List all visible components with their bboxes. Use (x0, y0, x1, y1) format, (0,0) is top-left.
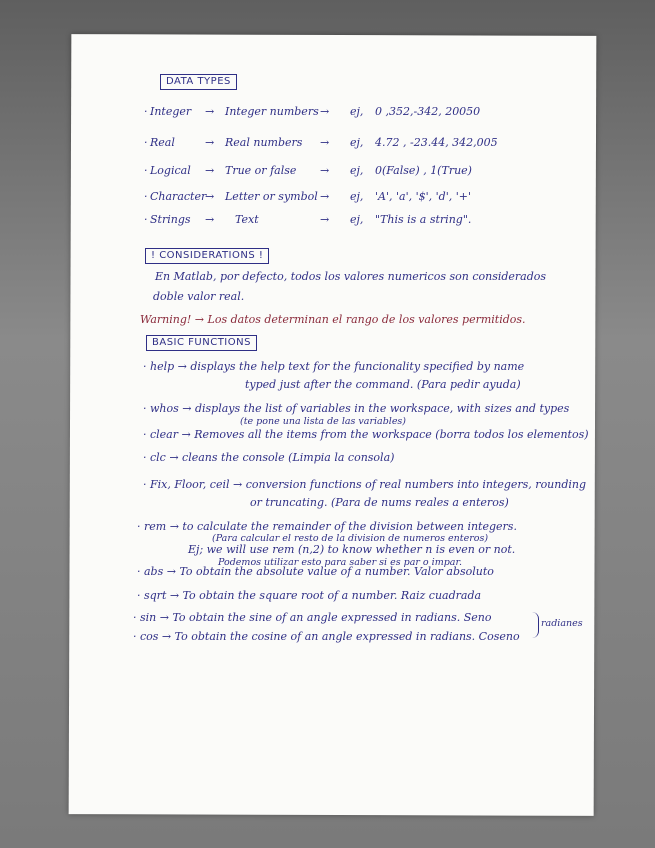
data-type-row: · Real → Real numbers → ej, 4.72 , -23.44, 342,005 (144, 136, 498, 149)
arrow: → (320, 164, 330, 177)
type-desc: Integer numbers (225, 105, 319, 118)
type-example: 0 ,352,-342, 20050 (375, 105, 481, 118)
radianes-note: radianes (541, 618, 583, 629)
data-types-heading: DATA TYPES (160, 74, 237, 90)
arrow: → (320, 213, 330, 226)
function-whos-detail: (te pone una lista de las variables) (240, 416, 407, 427)
arrow: → (320, 190, 330, 203)
type-example: 0(False) , 1(True) (375, 164, 472, 177)
function-cos: · cos → To obtain the cosine of an angle expressed in radians. Coseno (133, 630, 520, 643)
type-example: 4.72 , -23.44, 342,005 (375, 136, 498, 149)
type-name: Integer (150, 105, 192, 118)
arrow: → (320, 105, 330, 118)
function-help-detail: typed just after the command. (Para pedir ayuda) (245, 378, 521, 391)
arrow: → (205, 213, 215, 226)
function-fix-detail: or truncating. (Para de nums reales a enteros) (250, 496, 509, 509)
data-type-row: · Character → Letter or symbol → ej, 'A', 'a', '$', 'd', '+' (144, 190, 471, 203)
function-rem: · rem → to calculate the remainder of the division between integers. (137, 520, 517, 533)
basic-functions-heading: BASIC FUNCTIONS (146, 335, 257, 351)
type-example: 'A', 'a', '$', 'd', '+' (375, 190, 471, 203)
ej-label: ej, (350, 213, 364, 226)
type-name: Logical (150, 164, 191, 177)
function-sin: · sin → To obtain the sine of an angle expressed in radians. Seno (133, 611, 492, 624)
function-fix: · Fix, Floor, ceil → conversion functions of real numbers into integers, rounding (143, 478, 587, 491)
arrow: → (205, 105, 215, 118)
warning-note: Warning! → Los datos determinan el rango de los valores permitidos. (140, 313, 526, 326)
type-name: Strings (150, 213, 191, 226)
function-abs: · abs → To obtain the absolute value of a number. Valor absoluto (137, 565, 494, 578)
ej-label: ej, (350, 105, 364, 118)
type-name: Character (150, 190, 207, 203)
function-help: · help → displays the help text for the funcionality specified by name (143, 360, 525, 373)
ej-label: ej, (350, 190, 364, 203)
type-desc: Real numbers (225, 136, 303, 149)
considerations-line: En Matlab, por defecto, todos los valores numericos son considerados (155, 270, 547, 283)
considerations-heading: ! CONSIDERATIONS ! (145, 248, 269, 264)
arrow: → (320, 136, 330, 149)
ej-label: ej, (350, 164, 364, 177)
function-rem-example-note: Podemos utilizar esto para saber si es par o impar. (218, 557, 462, 568)
function-clear: · clear → Removes all the items from the workspace (borra todos los elementos) (143, 428, 589, 441)
arrow: → (205, 136, 215, 149)
brace-mark (530, 612, 539, 638)
type-example: "This is a string". (375, 213, 472, 226)
function-clc: · clc → cleans the console (Limpia la consola) (143, 451, 395, 464)
type-desc: True or false (225, 164, 297, 177)
type-name: Real (150, 136, 175, 149)
function-rem-example: Ej; we will use rem (n,2) to know whether n is even or not. (188, 543, 516, 556)
considerations-line: doble valor real. (153, 290, 245, 303)
data-type-row: · Integer → Integer numbers → ej, 0 ,352,-342, 20050 (144, 105, 481, 118)
ej-label: ej, (350, 136, 364, 149)
type-desc: Text (235, 213, 259, 226)
type-desc: Letter or symbol (225, 190, 318, 203)
data-type-row: · Strings → Text → ej, "This is a string". (144, 213, 472, 226)
function-sqrt: · sqrt → To obtain the square root of a number. Raiz cuadrada (137, 589, 482, 602)
data-type-row: · Logical → True or false → ej, 0(False) , 1(True) (144, 164, 472, 177)
function-whos: · whos → displays the list of variables in the workspace, with sizes and types (143, 402, 570, 415)
arrow: → (205, 190, 215, 203)
function-rem-note: (Para calcular el resto de la division de numeros enteros) (212, 533, 489, 544)
arrow: → (205, 164, 215, 177)
